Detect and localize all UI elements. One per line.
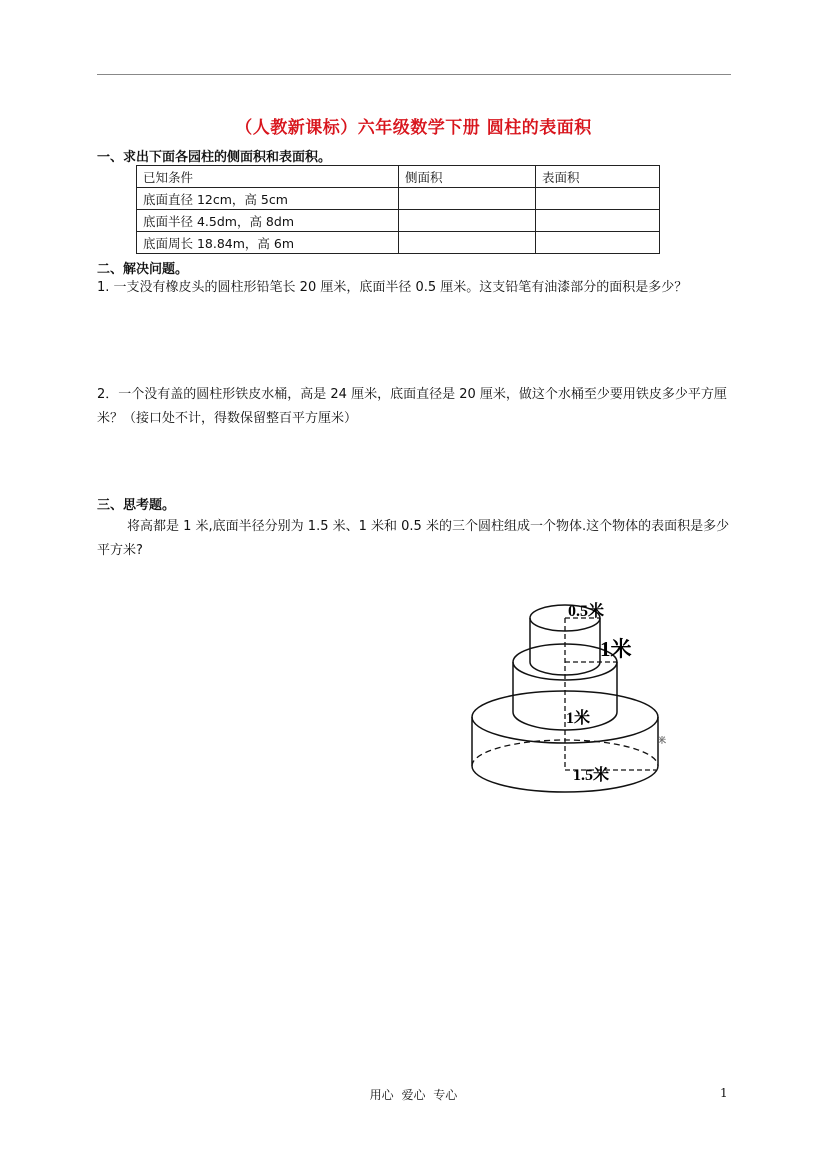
table-cell: 底面周长 18.84m，高 6m bbox=[137, 232, 399, 254]
section2-heading: 二、解决问题。 bbox=[97, 262, 189, 277]
table-header-cell: 表面积 bbox=[536, 166, 660, 188]
table-cell bbox=[399, 210, 536, 232]
table-row bbox=[137, 210, 660, 232]
label-top-radius: 0.5米 bbox=[568, 603, 605, 620]
table-row bbox=[137, 188, 660, 210]
table-cell: 底面直径 12cm，高 5cm bbox=[137, 188, 399, 210]
table-header-cell: 已知条件 bbox=[137, 166, 399, 188]
page-number: 1 bbox=[720, 1086, 728, 1100]
table-cell bbox=[536, 232, 660, 254]
page-title: （人教新课标）六年级数学下册 圆柱的表面积 bbox=[235, 118, 592, 138]
label-top-height: 1米 bbox=[600, 637, 632, 661]
question-1: 1. 一支没有橡皮头的圆柱形铅笔长 20 厘米，底面半径 0.5 厘米。这支铅笔有油漆部分的面积是多少？ bbox=[97, 280, 688, 295]
question-2: 2．一个没有盖的圆柱形铁皮水桶，高是 24 厘米，底面直径是 20 厘米，做这个水桶至少要用铁皮多少平方厘米？（接口处不计，得数保留整百平方厘米） bbox=[97, 387, 727, 426]
table-cell bbox=[399, 232, 536, 254]
label-middle-radius: 1米 bbox=[566, 710, 591, 727]
table-header-cell: 侧面积 bbox=[399, 166, 536, 188]
label-bottom-radius: 1.5米 bbox=[573, 767, 610, 784]
table-header-row bbox=[137, 166, 660, 188]
section1-heading: 一、求出下面各园柱的侧面积和表面积。 bbox=[97, 150, 332, 165]
stacked-cylinders-figure bbox=[460, 590, 700, 810]
table-cell bbox=[536, 210, 660, 232]
header-rule bbox=[97, 74, 731, 75]
section3-heading: 三、思考题。 bbox=[97, 498, 176, 513]
label-small-unit: 米 bbox=[658, 736, 666, 745]
page-footer: 用心 爱心 专心 bbox=[369, 1088, 458, 1102]
conditions-table bbox=[136, 165, 660, 254]
thinking-question: 将高都是 1 米,底面半径分别为 1.5 米、1 米和 0.5 米的三个圆柱组成一个物体.这个物体的表面积是多少平方米? bbox=[97, 519, 730, 558]
table-row bbox=[137, 232, 660, 254]
table-cell bbox=[536, 188, 660, 210]
table-cell bbox=[399, 188, 536, 210]
table-cell: 底面半径 4.5dm，高 8dm bbox=[137, 210, 399, 232]
